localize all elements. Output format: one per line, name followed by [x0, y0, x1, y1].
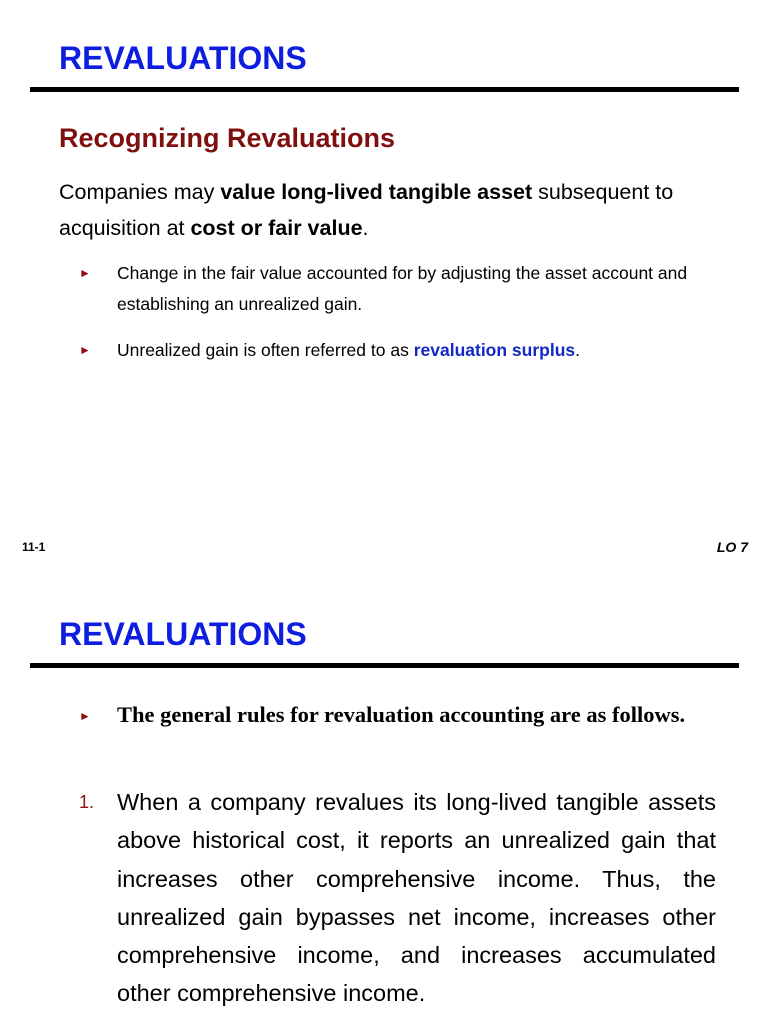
item-text: When a company revalues its long-lived tangible assets above historical cost, it reports an unrealized gain that increases other comprehensive income. Thus, the unrealized gain bypasses net income, increases other comprehensive income, and increases accumulated other comprehensive income.	[117, 789, 716, 1007]
numbered-item-1	[79, 783, 716, 1013]
bullet-text-suffix: .	[575, 340, 581, 360]
revaluation-surplus-term: revaluation surplus	[413, 340, 576, 360]
rules-intro	[79, 696, 716, 734]
slide-title: REVALUATIONS	[59, 616, 307, 652]
triangle-bullet-icon: ►	[79, 343, 91, 357]
slide-subtitle: Recognizing Revaluations	[59, 123, 396, 153]
slide-2	[0, 576, 768, 1024]
lead-text-1: Companies may	[59, 180, 221, 204]
title-divider	[30, 87, 739, 92]
bullet-list-2	[79, 335, 719, 366]
triangle-bullet-icon: ►	[79, 266, 91, 280]
lead-text-2: subsequent to acquisition at	[59, 180, 674, 240]
item-number: 1.	[79, 792, 95, 812]
lead-bold-2: cost or fair value	[190, 216, 363, 240]
list-item	[79, 258, 719, 320]
learning-objective: LO 7	[716, 539, 748, 555]
bullet-text-prefix: Unrealized gain is often referred to as	[117, 340, 414, 360]
slide-number: 11-1	[22, 540, 46, 554]
lead-text-3: .	[362, 216, 369, 240]
bullet-text: Change in the fair value accounted for by adjusting the asset account and establishing an unrealized gain.	[117, 263, 688, 314]
list-item	[79, 335, 719, 366]
bullet-list-1	[79, 258, 719, 320]
title-divider	[30, 663, 739, 668]
rules-intro-text: The general rules for revaluation accounting are as follows.	[117, 702, 686, 727]
slide-title: REVALUATIONS	[59, 40, 307, 76]
lead-bold-1: value long-lived tangible asset	[220, 180, 533, 204]
triangle-bullet-icon: ►	[79, 709, 91, 723]
lead-paragraph	[59, 174, 719, 246]
